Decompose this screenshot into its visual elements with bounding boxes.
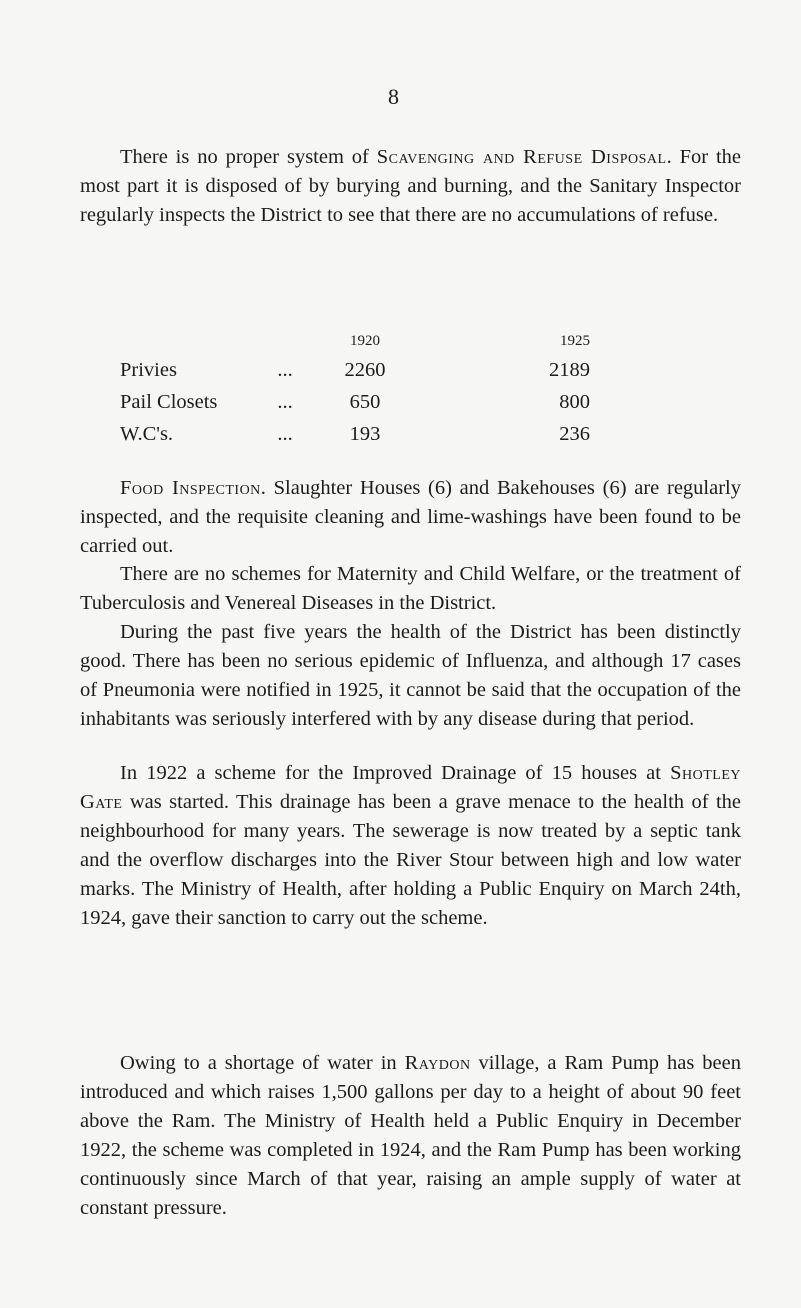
row-dots: ... — [277, 422, 293, 445]
paragraph-health-text: During the past five years the health of the District has been distinctly good. There has been no serious epidemic of Influenza, and although 17 cases of Pneumonia were notified in 1925, it cannot be said that the occupation of the inhabitants was seriously interfered with by any disease during that period. — [80, 621, 741, 730]
paragraph-food-inspection-body: . Slaughter Houses (6) and Bakehouses (6) are regularly inspected, and the requisite cleaning and lime-washings have been found to be carried out. — [80, 477, 741, 557]
paragraph-drainage-intro: In 1922 a scheme for the Improved Drainage of 15 houses at — [120, 762, 671, 784]
row-value-1920: 2260 — [344, 358, 386, 381]
row-value-1925: 800 — [559, 390, 590, 413]
paragraph-maternity-text: There are no schemes for Maternity and Child Welfare, or the treatment of Tuberculosis and Venereal Diseases in the District. — [80, 563, 741, 614]
row-value-1925: 2189 — [549, 358, 590, 381]
row-dots: ... — [277, 390, 293, 413]
row-value-1925: 236 — [559, 422, 590, 445]
paragraph-scavenging — [80, 143, 741, 230]
paragraph-water-body: village, a Ram Pump has been introduced and which raises 1,500 gallons per day to a height of about 90 feet above the Ram. The Ministry of Health held a Public Enquiry in December 1922, the scheme was completed in 1924, and the Ram Pump has been working continuously since March of that year, raising an ample supply of water at constant pressure. — [80, 1052, 741, 1219]
heading-scavenging-refuse-disposal: Scavenging and Refuse Disposal — [376, 146, 667, 168]
table-row — [120, 386, 590, 418]
page-number: 8 — [388, 84, 399, 109]
column-header-1925: 1925 — [560, 332, 590, 349]
sanitation-table — [120, 328, 590, 450]
row-dots: ... — [277, 358, 293, 381]
paragraph-drainage — [80, 759, 741, 933]
row-value-1920: 650 — [349, 390, 381, 413]
place-shotley-gate: Shotley Gate — [80, 762, 741, 813]
row-value-1920: 193 — [349, 422, 381, 445]
row-label: Privies — [120, 358, 177, 381]
paragraph-scavenging-body: . For the most part it is disposed of by burying and burning, and the Sanitary Inspector regularly inspects the District to see that there are no accumulations of refuse. — [80, 146, 741, 226]
paragraph-health — [80, 618, 741, 734]
paragraph-water-intro: Owing to a shortage of water in — [120, 1052, 405, 1074]
paragraph-water-supply — [80, 1049, 741, 1223]
row-label: W.C's. — [120, 422, 174, 445]
paragraph-drainage-body: was started. This drainage has been a grave menace to the health of the neighbourhood for many years. The sewerage is now treated by a septic tank and the overflow discharges into the River Stour between high and low water marks. The Ministry of Health, after holding a Public Enquiry on March 24th, 1924, gave their sanction to carry out the scheme. — [80, 791, 741, 929]
column-header-1920: 1920 — [350, 332, 380, 349]
place-raydon: Raydon — [404, 1052, 471, 1074]
heading-food-inspection: Food Inspection — [120, 477, 261, 499]
paragraph-maternity — [80, 560, 741, 618]
paragraph-food-inspection — [80, 474, 741, 561]
table-header-row — [120, 328, 590, 354]
row-label: Pail Closets — [120, 390, 218, 413]
table-row — [120, 418, 590, 450]
table-row — [120, 354, 590, 386]
paragraph-scavenging-intro: There is no proper system of — [120, 146, 377, 168]
